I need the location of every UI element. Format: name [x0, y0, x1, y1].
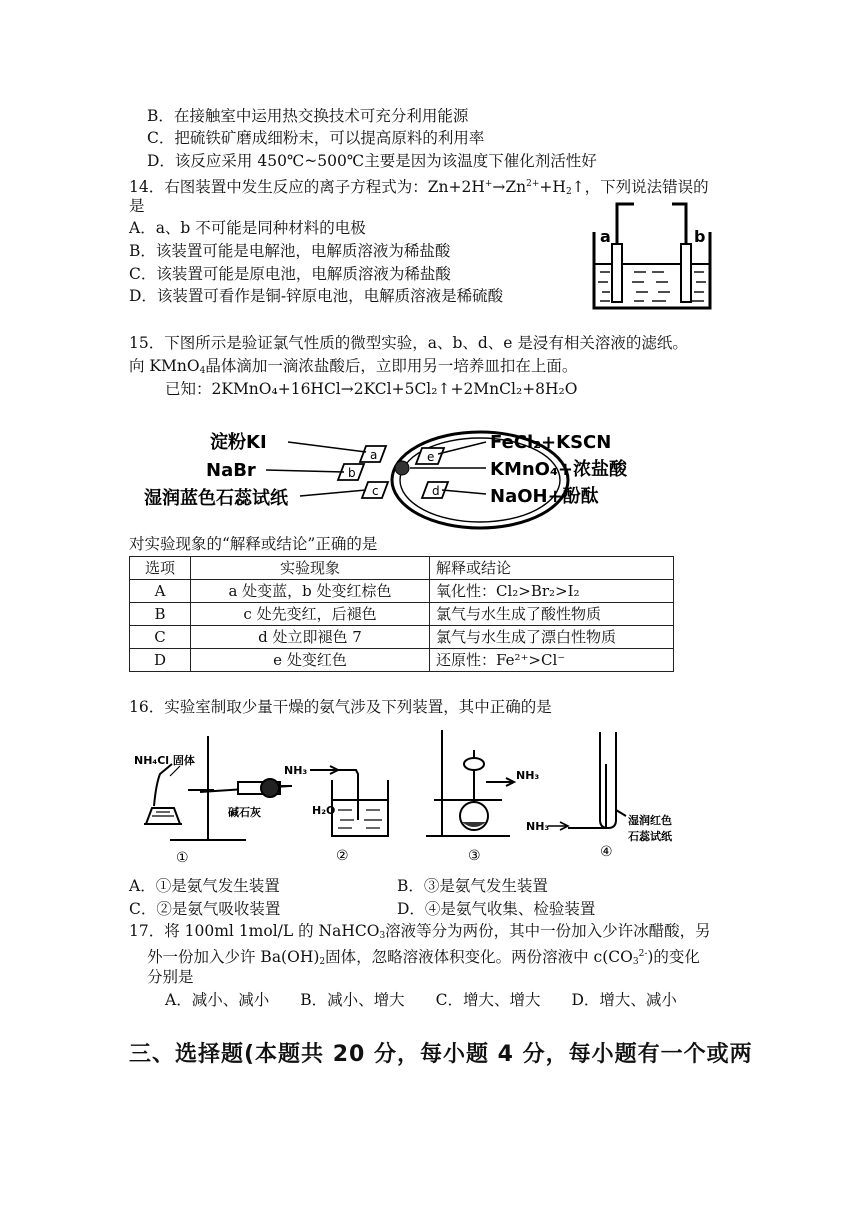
q15-known-equation: 已知：2KMnO₄+16HCl→2KCl+5Cl₂↑+2MnCl₂+8H₂O [165, 380, 578, 398]
paper-e: e [427, 450, 435, 464]
q14-option-c: C．该装置可能是原电池，电解质溶液为稀盐酸 [129, 265, 451, 283]
q17-stem-line1: 17．将 100ml 1mol/L 的 NaHCO$_3$溶液等分为两份，其中一份加入少许冰醋酸，另 [129, 922, 711, 941]
table-header: 解释或结论 [430, 557, 674, 580]
table-row [130, 626, 674, 649]
apparatus-number-2: ② [336, 848, 349, 864]
q15-stem-line1: 15．下图所示是验证氯气性质的微型实验，a、b、d、e 是浸有相关溶液的滤纸。 [129, 334, 688, 352]
label-naoh-phenolphthalein: NaOH+酚酞 [490, 486, 599, 507]
q16-option-b: B．③是氨气发生装置 [397, 877, 548, 895]
table-header-row [130, 557, 674, 580]
table-cell: c 处先变红，后褪色 [191, 603, 430, 626]
table-cell: e 处变红色 [191, 649, 430, 672]
label-nh3-outlet-3: NH₃ [516, 769, 540, 782]
table-header: 选项 [130, 557, 191, 580]
paper-c: c [372, 484, 379, 498]
q13-option-d: D．该反应采用 450℃~500℃主要是因为该温度下催化剂活性好 [147, 152, 597, 170]
q14-stem: 14．右图装置中发生反应的离子方程式为：$Zn+2H^+\to Zn^{2+}+H_2↑$，下列说法错误的 [129, 178, 709, 197]
apparatus-number-4: ④ [600, 844, 613, 860]
q16-option-a: A．①是氨气发生装置 [129, 877, 280, 895]
table-cell: a 处变蓝，b 处变红棕色 [191, 580, 430, 603]
q16-stem: 16．实验室制取少量干燥的氨气涉及下列装置，其中正确的是 [129, 698, 552, 716]
section-3-heading: 三、选择题(本题共 20 分，每小题 4 分，每小题有一个或两 [129, 1042, 753, 1067]
label-starch-ki: 淀粉KI [210, 432, 267, 453]
q16-option-c: C．②是氨气吸收装置 [129, 900, 281, 918]
table-row [130, 603, 674, 626]
label-nh3-inlet-4: NH₃ [526, 820, 550, 833]
apparatus-number-3: ③ [468, 848, 481, 864]
label-wet-red-litmus-2: 石蕊试纸 [628, 830, 672, 843]
q17-stem-line3: 分别是 [147, 968, 194, 986]
label-fecl2-kscn: FeCl₂+KSCN [490, 432, 612, 453]
table-header: 实验现象 [191, 557, 430, 580]
q16-option-d: D．④是氨气收集、检验装置 [397, 900, 596, 918]
table-cell: 氯气与水生成了漂白性物质 [430, 626, 674, 649]
table-cell: 还原性：Fe²⁺>Cl⁻ [430, 649, 674, 672]
q15-answer-table [129, 556, 674, 672]
ammonia-apparatus-figure [130, 724, 690, 870]
q13-option-c: C．把硫铁矿磨成细粉末，可以提高原料的利用率 [147, 129, 485, 147]
label-nabr: NaBr [206, 460, 256, 481]
table-cell: 氯气与水生成了酸性物质 [430, 603, 674, 626]
label-blue-litmus: 湿润蓝色石蕊试纸 [144, 488, 288, 509]
paper-a: a [370, 448, 378, 462]
table-cell: D [130, 649, 191, 672]
label-soda-lime: 碱石灰 [228, 806, 261, 819]
q14-option-a: A．a、b 不可能是同种材料的电极 [129, 219, 366, 237]
paper-b: b [348, 466, 356, 480]
label-wet-red-litmus-1: 湿润红色 [628, 814, 672, 827]
table-cell: d 处立即褪色 7 [191, 626, 430, 649]
q14-option-d: D．该装置可看作是铜-锌原电池，电解质溶液是稀硫酸 [129, 287, 504, 305]
q15-table-intro: 对实验现象的“解释或结论”正确的是 [129, 535, 378, 553]
table-cell: A [130, 580, 191, 603]
q14-stem-line2: 是 [129, 197, 145, 215]
petri-dish-figure [140, 420, 640, 535]
label-kmno4-hcl: KMnO₄+浓盐酸 [490, 459, 627, 480]
electrode-a-label: a [600, 227, 611, 246]
table-cell: B [130, 603, 191, 626]
label-nh3-inlet-2: NH₃ [284, 764, 308, 777]
q15-stem-line2: 向 KMnO$_4$晶体滴加一滴浓盐酸后，立即用另一培养皿扣在上面。 [129, 357, 578, 376]
table-cell: C [130, 626, 191, 649]
apparatus-number-1: ① [176, 850, 189, 866]
table-cell: 氧化性：Cl₂>Br₂>I₂ [430, 580, 674, 603]
electrode-b-label: b [694, 227, 706, 246]
electrolysis-apparatus-figure [586, 192, 718, 316]
q17-options: A．减小、减小 B．减小、增大 C．增大、增大 D．增大、减小 [165, 991, 677, 1009]
table-row [130, 649, 674, 672]
label-nh4cl-solid: NH₄Cl 固体 [134, 754, 195, 767]
label-h2o: H₂O [312, 804, 336, 817]
q17-stem-line2: 外一份加入少许 $Ba(OH)_2$固体，忽略溶液体积变化。两份溶液中 $c(CO_3^{2-})$的变化 [147, 948, 700, 967]
paper-d: d [432, 484, 440, 498]
q13-option-b: B．在接触室中运用热交换技术可充分利用能源 [147, 107, 469, 125]
table-row [130, 580, 674, 603]
q14-option-b: B．该装置可能是电解池，电解质溶液为稀盐酸 [129, 242, 451, 260]
